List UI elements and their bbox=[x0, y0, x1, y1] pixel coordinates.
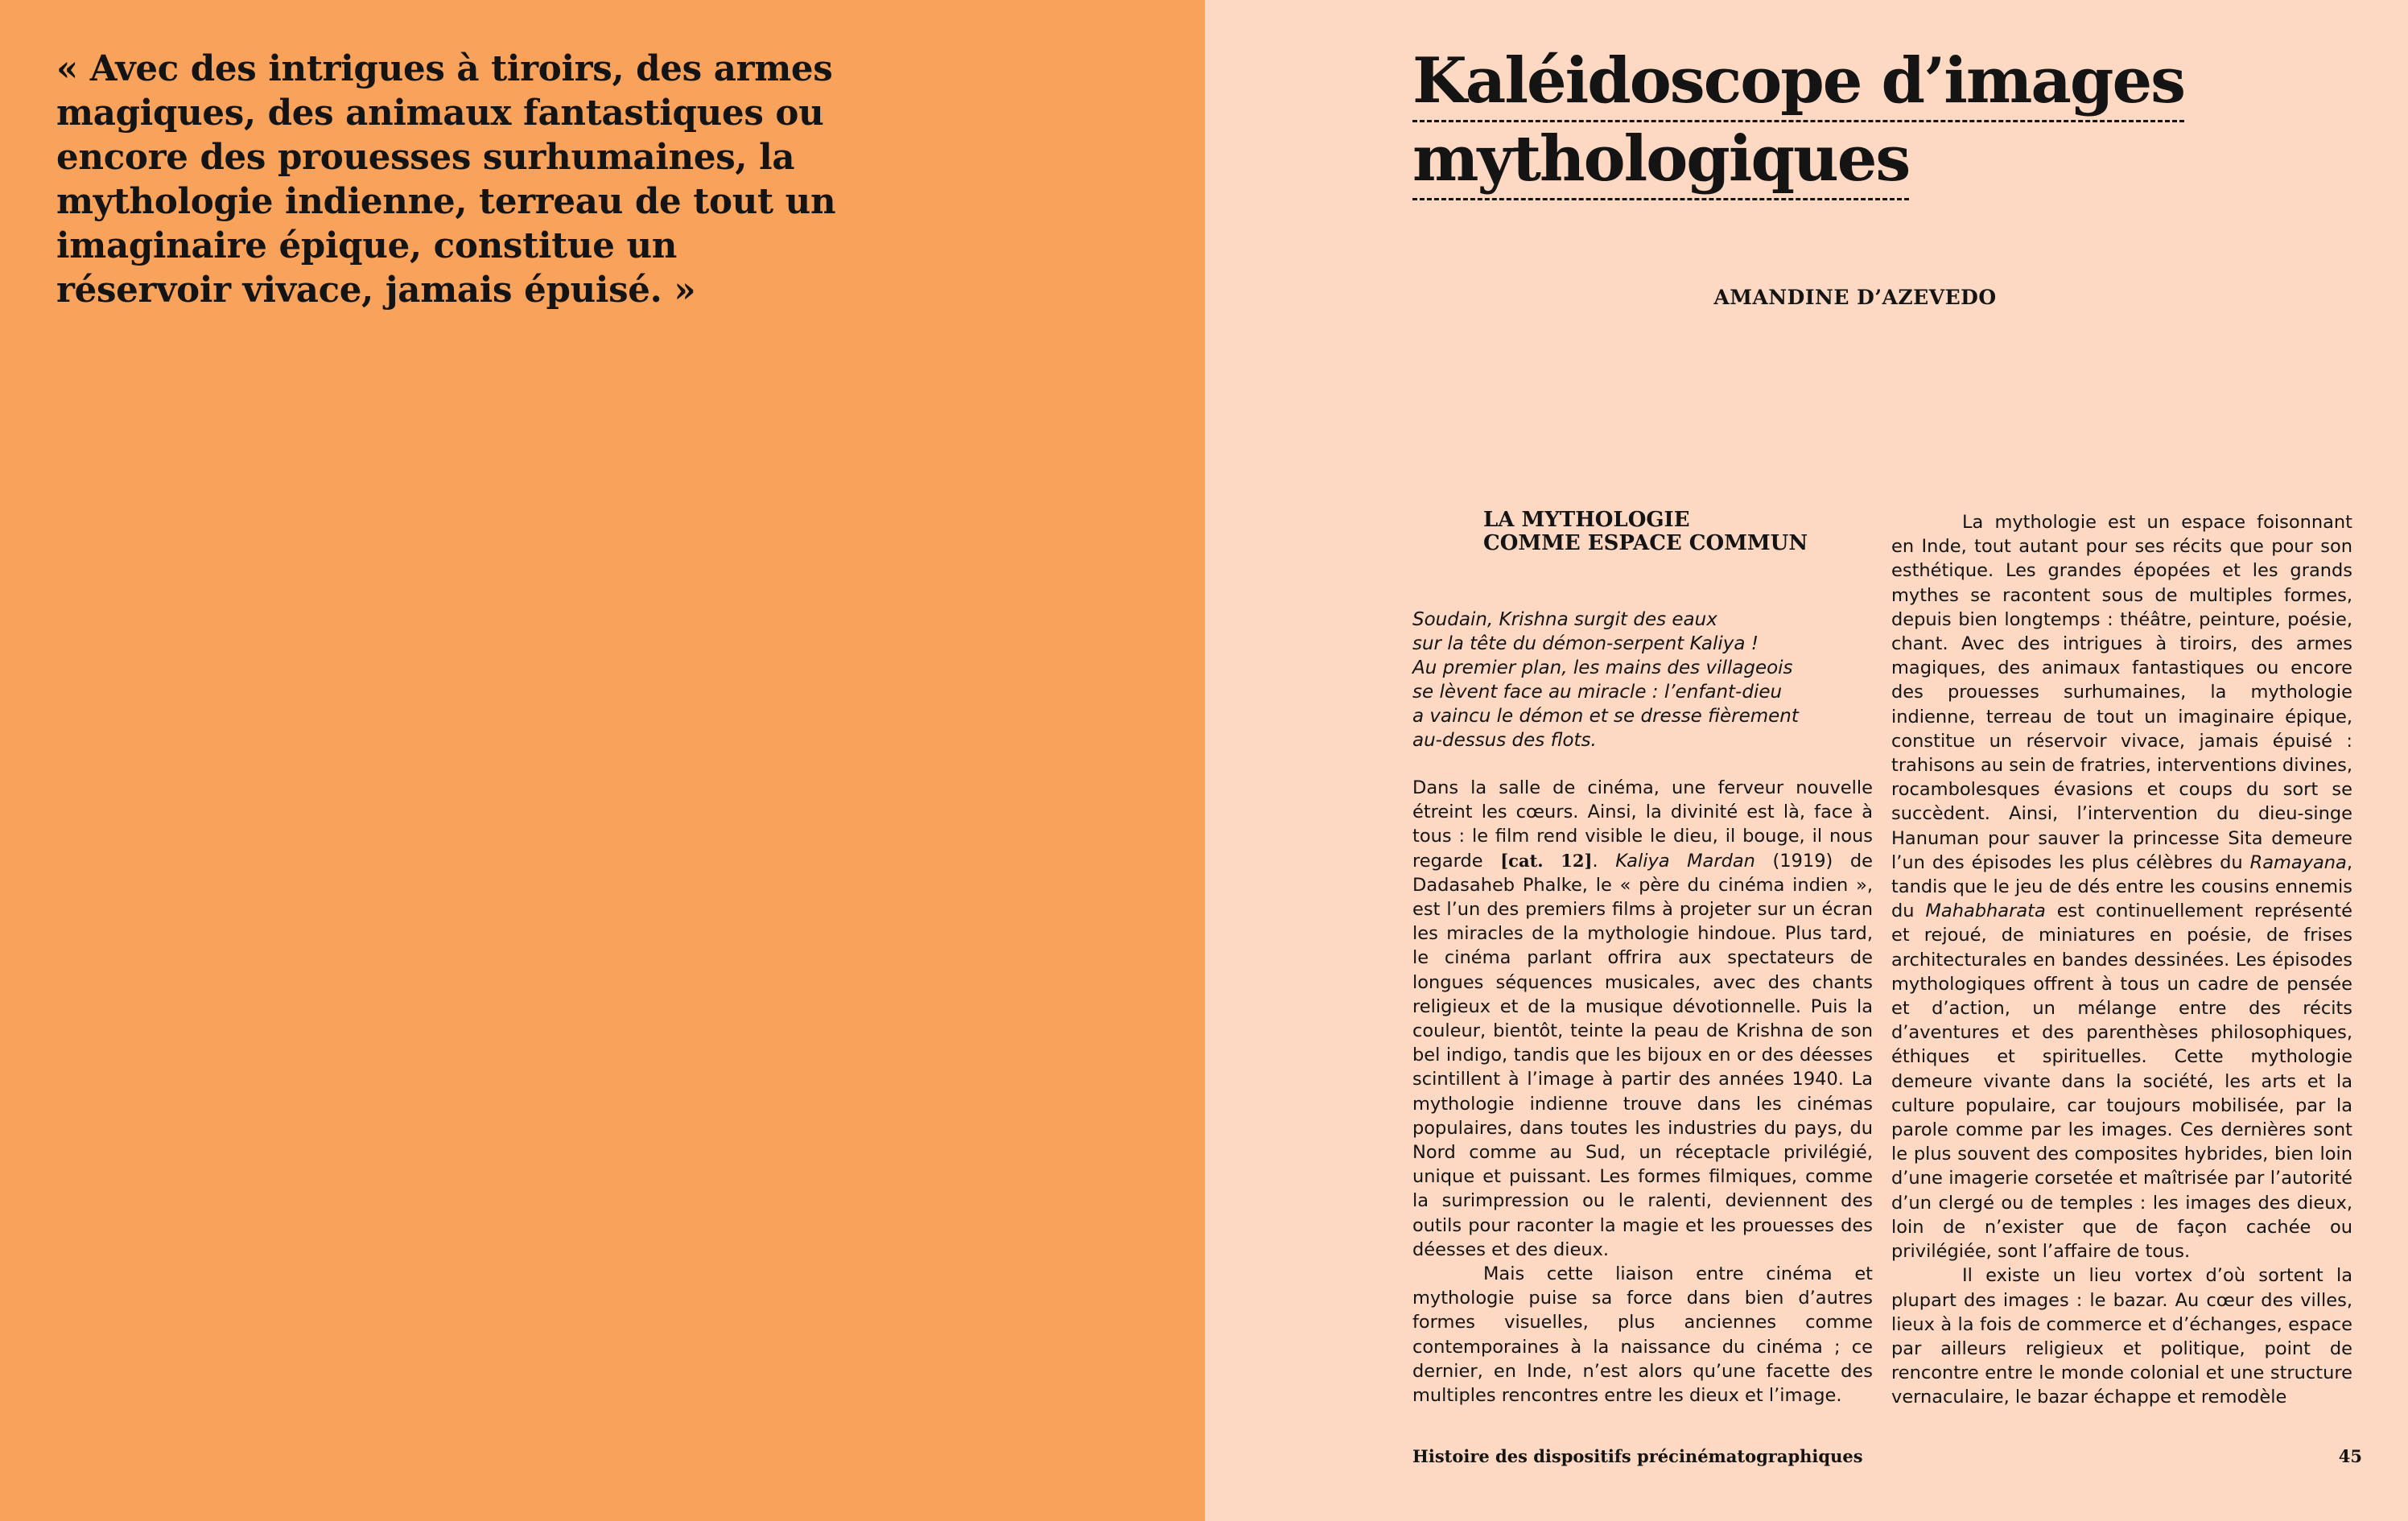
running-footer-title: Histoire des dispositifs précinématographiques bbox=[1412, 1446, 1863, 1466]
right-page bbox=[1205, 0, 2408, 1521]
epigraph-line: au-dessus des flots. bbox=[1412, 730, 1597, 751]
film-title: Kaliya Mardan bbox=[1615, 850, 1755, 872]
text-run: La mythologie est un espace foisonnant en Inde, tout autant pour ses récits que pour son esthétique. Les grandes épopées et les grands mythes se racontent sous de multiples formes, depuis bien longtemps : théâtre, peinture, poésie, chant. Avec des intrigues à tiroirs, des armes magiques, des animaux fantastiques ou encore des prouesses surhumaines, la mythologie indienne, terreau de tout un imaginaire épique, constitue un réservoir vivace, jamais épuisé : trahisons au sein de fratries, interventions divines, rocambolesques évasions et coups du sort se succèdent. Ainsi, l’intervention du dieu-singe Hanuman pour sauver la princesse Sita demeure l’un des épisodes les plus célèbres du bbox=[1891, 512, 2352, 873]
body-column-left bbox=[1412, 776, 1873, 1408]
text-run: , tandis que le jeu de dés entre les cousins ennemis du bbox=[1891, 851, 2352, 922]
page-number: 45 bbox=[2338, 1446, 2362, 1466]
section-heading-line: COMME ESPACE COMMUN bbox=[1483, 531, 1808, 555]
epic-title: Ramayana bbox=[2249, 851, 2347, 873]
section-heading-line: LA MYTHOLOGIE bbox=[1483, 508, 1690, 532]
catalogue-reference: [cat. 12] bbox=[1500, 850, 1593, 871]
author-name: AMANDINE D’AZEVEDO bbox=[1713, 286, 1997, 309]
section-heading bbox=[1483, 509, 1808, 555]
epigraph-line: Au premier plan, les mains des villageois bbox=[1412, 657, 1793, 678]
epic-title: Mahabharata bbox=[1925, 901, 2046, 922]
text-run: . bbox=[1592, 850, 1616, 872]
body-paragraph bbox=[1412, 776, 1873, 1262]
epigraph-line: sur la tête du démon-serpent Kaliya ! bbox=[1412, 633, 1759, 654]
body-column-right bbox=[1891, 510, 2352, 1410]
epigraph-line: a vaincu le démon et se dresse fièrement bbox=[1412, 706, 1799, 727]
text-run: (1919) de Dadasaheb Phalke, le « père du cinéma indien », est l’un des premiers films à projeter sur un écran les miracles de la mythologie hindoue. Plus tard, le cinéma parlant offrira aux spectateurs de longues séquences musicales, avec des chants religieux et de la musique dévotionnelle. Puis la couleur, bientôt, teinte la peau de Krishna de son bel indigo, tandis que les bijoux en or des déesses scintillent à l’image à partir des années 1940. La mythologie indienne trouve dans les cinémas populaires, dans toutes les industries du pays, du Nord comme au Sud, un réceptacle privilégié, unique et puissant. Les formes filmiques, comme la surimpression ou le ralenti, deviennent des outils pour raconter la magie et les prouesses des déesses et des dieux. bbox=[1412, 850, 1873, 1260]
epigraph-line: Soudain, Krishna surgit des eaux bbox=[1412, 609, 1717, 630]
body-paragraph: Mais cette liaison entre cinéma et mythologie puise sa force dans bien d’autres formes visuelles, plus anciennes comme contemporaines à la naissance du cinéma ; ce dernier, en Inde, n’est alors qu’une facette des multiples rencontres entre les dieux et l’image. bbox=[1412, 1263, 1873, 1407]
pull-quote: « Avec des intrigues à tiroirs, des armes magiques, des animaux fantastiques ou encore des prouesses surhumaines, la mythologie indienne, terreau de tout un imaginaire épique, constitue un réservoir vivace, jamais épuisé. » bbox=[56, 48, 836, 311]
epigraph-line: se lèvent face au miracle : l’enfant-dieu bbox=[1412, 682, 1783, 703]
epigraph bbox=[1412, 608, 1863, 752]
text-run: Dans la salle de cinéma, une ferveur nouvelle étreint les cœurs. Ainsi, la divinité est là, face à tous : le film rend visible le dieu, il bouge, il nous regarde bbox=[1412, 777, 1873, 872]
article-title bbox=[1412, 44, 2184, 200]
text-run: est continuellement représenté et rejoué, de miniatures en poésie, de frises architecturales en bandes dessinées. Les épisodes mythologiques offrent à tous un cadre de pensée et d’action, un mélange entre des récits d’aventures et des parenthèses philosophiques, éthiques et spirituelles. Cette mythologie demeure vivante dans la société, les arts et la culture populaire, car toujours mobilisée, par la parole comme par les images. Ces dernières sont le plus souvent des composites hybrides, bien loin d’une imagerie corsetée et maîtrisée par l’autorité d’un clergé ou de temples : les images des dieux, loin de n’exister que de façon cachée ou privilégiée, sont l’affaire de tous. bbox=[1891, 901, 2352, 1263]
body-paragraph bbox=[1891, 510, 2352, 1263]
title-line: Kaléidoscope d’images bbox=[1412, 44, 2184, 122]
body-paragraph: Il existe un lieu vortex d’où sortent la plupart des images : le bazar. Au cœur des villes, lieux à la fois de commerce et d’échanges, espace par ailleurs religieux et politique, point de rencontre entre le monde colonial et une structure vernaculaire, le bazar échappe et remodèle bbox=[1891, 1265, 2352, 1408]
title-line: mythologiques bbox=[1412, 122, 1909, 200]
